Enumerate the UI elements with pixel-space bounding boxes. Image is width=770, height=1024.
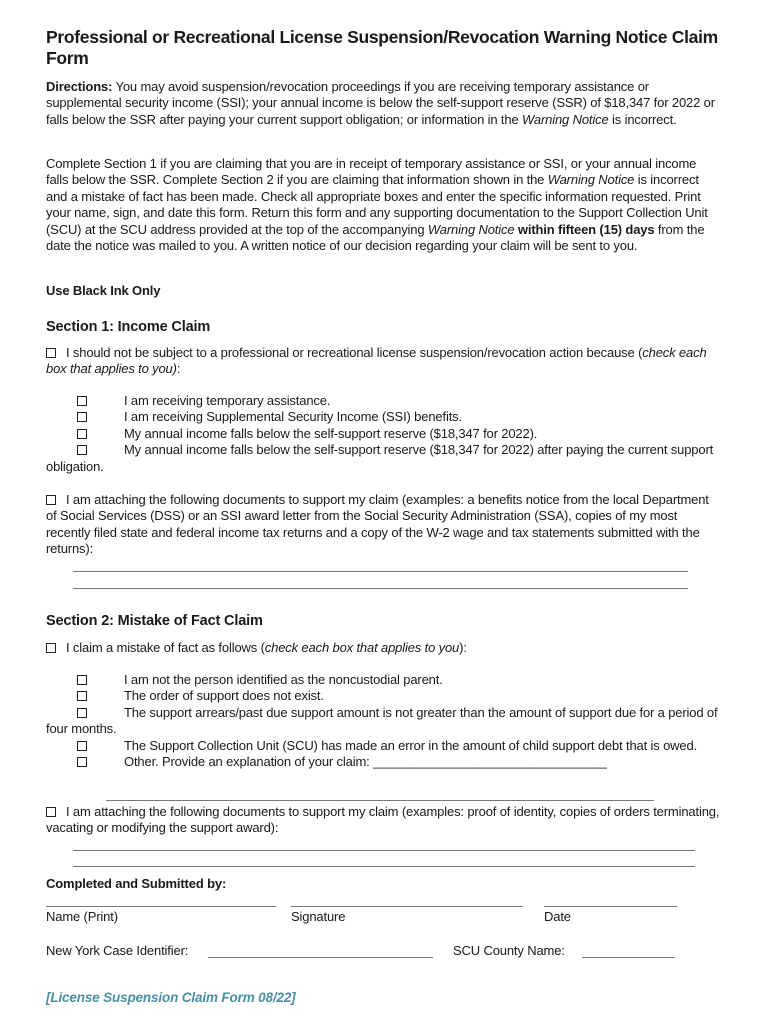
option-row: [46, 442, 722, 475]
option-label: The support arrears/past due support amount is not greater than the amount of support due for a period of four months.: [46, 704, 718, 737]
attach-checkbox[interactable]: [46, 807, 56, 817]
county-name-label: SCU County Name:: [453, 943, 565, 958]
directions-text: You may avoid suspension/revocation proceedings if you are receiving temporary assistance or supplemental security income (SSI); your annual income is below the self-support reserve (SSR) of $18,347 for 2022 or falls below the SSR after paying your current support obligation; or information in the: [46, 79, 715, 127]
option-row: [46, 426, 722, 442]
attach-checkbox[interactable]: [46, 495, 56, 505]
option-row: [46, 738, 722, 754]
option-checkbox[interactable]: [77, 429, 87, 439]
section1-claim: [46, 345, 722, 378]
option-label: The order of support does not exist.: [124, 688, 324, 704]
option-label: The Support Collection Unit (SCU) has made an error in the amount of child support debt that is owed.: [124, 737, 698, 753]
explanation-line[interactable]: [106, 800, 654, 801]
documents-line[interactable]: [73, 571, 688, 572]
directions-italic: Warning Notice: [522, 111, 609, 127]
claim-text-end: :: [176, 361, 181, 377]
option-checkbox[interactable]: [77, 757, 87, 767]
section2-claim-checkbox[interactable]: [46, 643, 56, 653]
case-identifier-label: New York Case Identifier:: [46, 943, 189, 958]
form-footer: [License Suspension Claim Form 08/22]: [46, 990, 296, 1005]
section1-heading: Section 1: Income Claim: [46, 319, 211, 335]
option-checkbox[interactable]: [77, 396, 87, 406]
option-label: I am receiving Supplemental Security Income (SSI) benefits.: [124, 409, 462, 425]
claim-text-end: ):: [459, 640, 467, 655]
directions-label: Directions:: [46, 79, 113, 94]
claim-italic: check each box that applies to you): [46, 345, 707, 377]
instructions-italic: Warning Notice: [427, 221, 515, 237]
instructions-text: is incorrect and a mistake of fact has been made. Check all appropriate boxes and enter the specific information requested. Print your name, sign, and date this form. Return this form and any supporting documentation to the Support Collection Unit (SCU) at the SCU address provided at the top of the accompanying: [46, 172, 708, 237]
directions-text-end: is incorrect.: [608, 111, 677, 127]
option-label: I am receiving temporary assistance.: [124, 393, 331, 408]
section2-options: [46, 672, 722, 770]
instructions-italic: Warning Notice: [547, 172, 635, 188]
attach-text: I am attaching the following documents to support my claim (examples: proof of identity, copies of orders terminating, vacating or modifying the support award):: [46, 804, 720, 836]
section1-claim-checkbox[interactable]: [46, 348, 56, 358]
claim-italic: check each box that applies to you: [264, 640, 460, 655]
option-row: [46, 705, 722, 738]
option-label: I am not the person identified as the noncustodial parent.: [124, 672, 443, 687]
option-label: Other. Provide an explanation of your claim: _________________________________: [124, 754, 607, 770]
instructions-text: from the date the notice was mailed to you. A written notice of our decision regarding your claim will be sent to you.: [46, 221, 705, 254]
option-checkbox[interactable]: [77, 412, 87, 422]
instructions-paragraph: [46, 156, 722, 254]
documents-line[interactable]: [73, 866, 695, 867]
section1-options: [46, 393, 722, 475]
instructions-deadline: within fifteen (15) days: [514, 221, 655, 237]
claim-text: I claim a mistake of fact as follows (: [66, 640, 265, 655]
completed-heading: Completed and Submitted by:: [46, 876, 227, 891]
option-checkbox[interactable]: [77, 675, 87, 685]
option-row: [46, 672, 722, 688]
section2-attach: [46, 804, 722, 837]
documents-line[interactable]: [73, 850, 695, 851]
signature-label: Signature: [291, 909, 346, 924]
option-label: My annual income falls below the self-support reserve ($18,347 for 2022) after paying the current support obligation.: [46, 442, 714, 474]
directions-paragraph: [46, 79, 722, 128]
option-checkbox[interactable]: [77, 691, 87, 701]
county-name-field[interactable]: [582, 957, 675, 958]
documents-line[interactable]: [73, 588, 688, 589]
option-row: [46, 688, 722, 704]
option-row: [46, 409, 722, 425]
case-identifier-field[interactable]: [208, 957, 433, 958]
option-row: [46, 754, 722, 770]
ink-note: Use Black Ink Only: [46, 283, 161, 298]
attach-text: I am attaching the following documents to support my claim (examples: a benefits notice from the local Department of Social Services (DSS) or an SSI award letter from the Social Security Administration (SSA), copies of my most recently filed state and federal income tax returns and a copy of the W-2 wage and tax statements submitted with the returns):: [46, 492, 709, 557]
instructions-text: Complete Section 1 if you are claiming that you are in receipt of temporary assistance or SSI, or your annual income falls below the SSR. Complete Section 2 if you are claiming that information shown in the: [46, 156, 697, 188]
name-field[interactable]: [46, 906, 276, 907]
section2-claim: [46, 640, 722, 656]
option-row: [46, 393, 722, 409]
name-label: Name (Print): [46, 909, 118, 924]
signature-field[interactable]: [291, 906, 523, 907]
section2-heading: Section 2: Mistake of Fact Claim: [46, 613, 263, 629]
claim-text: I should not be subject to a professional or recreational license suspension/revocation action because (: [66, 345, 643, 360]
option-checkbox[interactable]: [77, 708, 87, 718]
date-label: Date: [544, 909, 571, 924]
date-field[interactable]: [544, 906, 677, 907]
page-title: Professional or Recreational License Suspension/Revocation Warning Notice Claim Form: [46, 27, 718, 68]
option-checkbox[interactable]: [77, 445, 87, 455]
section1-attach: [46, 492, 722, 558]
option-checkbox[interactable]: [77, 741, 87, 751]
option-label: My annual income falls below the self-support reserve ($18,347 for 2022).: [124, 425, 538, 441]
